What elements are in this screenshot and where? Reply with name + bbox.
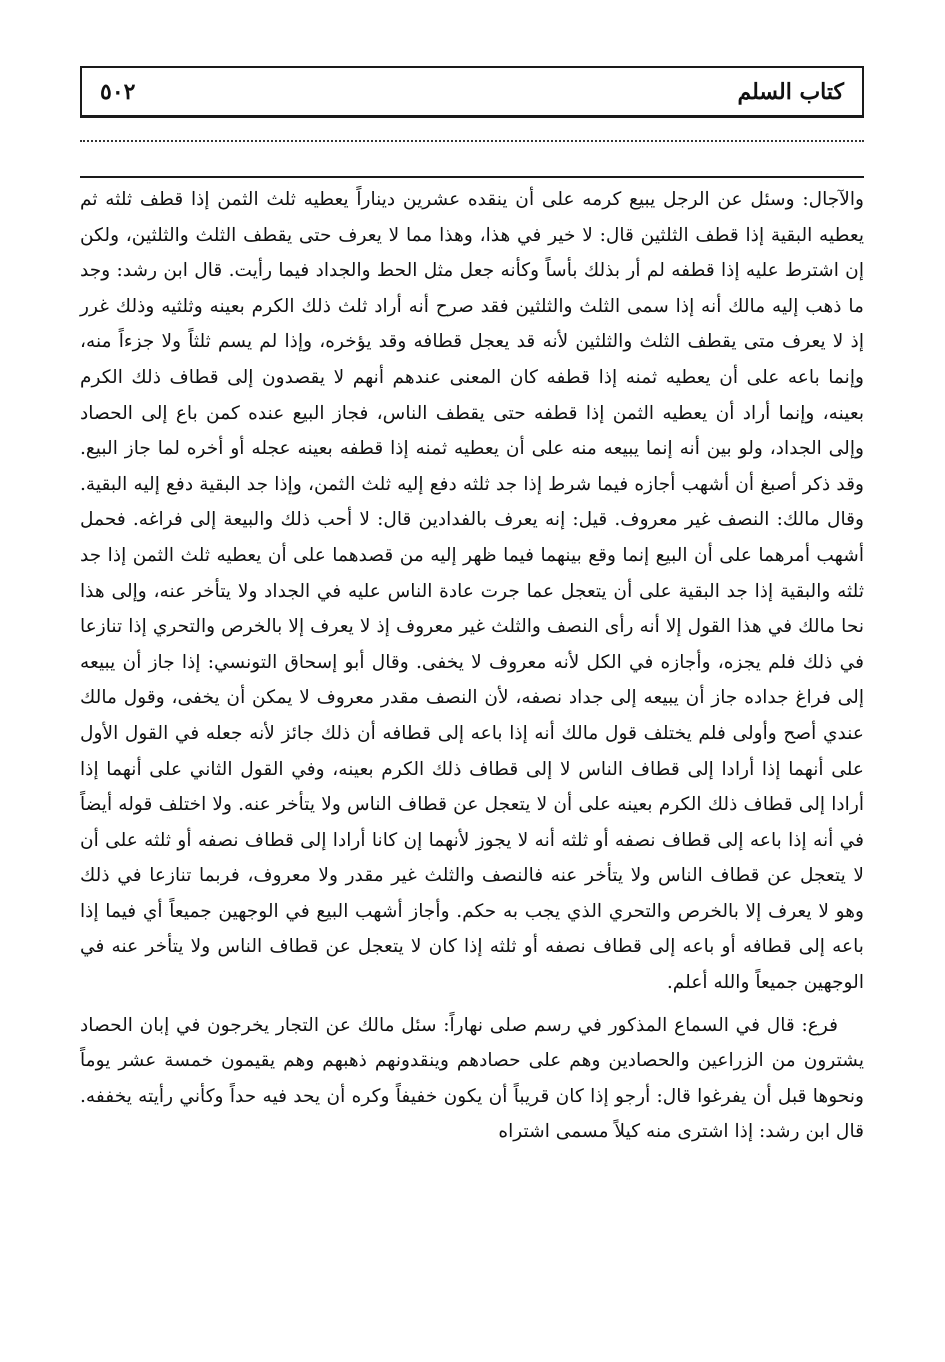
page-number: ٥٠٢ [100, 78, 136, 105]
chapter-title: كتاب السلم [737, 78, 844, 105]
header-rule [80, 176, 864, 178]
paragraph-far: فرع: قال في السماع المذكور في رسم صلى نهاراً: سئل مالك عن التجار يخرجون في إبان الحصاد يشترون من الزراعين والحصادين وهم على حصادهم وينقدونهم ذهبهم وهم يقيمون خمسة عشر يوماً ونحوها قبل أن يفرغوا قال: أرجو إذا كان قريباً أن يكون خفيفاً وكره أن يحد فيه حداً وكأني رأيته يخففه. قال ابن رشد: إذا اشترى منه كيلاً مسمى اشتراه [80, 1014, 864, 1143]
dotted-separator [80, 140, 864, 148]
body-text [80, 182, 864, 1150]
paragraph-main: والآجال: وسئل عن الرجل يبيع كرمه على أن ينقده عشرين ديناراً يعطيه ثلث الثمن إذا قطف ثلثه ثم يعطيه البقية إذا قطف الثلثين قال: لا خير في هذا، وهذا مما لا يعرف حتى يقطف الثلث والثلثين، ولكن إن اشترط عليه إذا قطفه لم أر بذلك بأساً وكأنه جعل مثل الحط والجداد فيما رأيت. قال ابن رشد: وجد ما ذهب إليه مالك أنه إذا سمى الثلث والثلثين فقد صرح أنه أراد ثلث ذلك الكرم بعينه وثلثيه وذلك غرر إذ لا يعرف متى يقطف الثلث والثلثين لأنه قد يعجل قطافه وقد يؤخره، وإذا لم يسم ثلثاً ولا جزءاً منه، وإنما باعه على أن يعطيه ثمنه إذا قطفه كان المعنى عندهم أنهم لا يقصدون إلى قطاف ذلك الكرم بعينه، وإنما أراد أن يعطيه الثمن إذا قطفه حتى يقطف الناس، فجاز البيع عنده كمن باع إلى الحصاد وإلى الجداد، ولو بين أنه إنما يبيعه منه على أن يعطيه ثمنه إذا قطفه بعينه عجله أو أخره لما جاز البيع. وقد ذكر أصبغ أن أشهب أجازه فيما شرط إذا جد ثلثه دفع إليه ثلث الثمن، وإذا جد البقية دفع إليه البقية. وقال مالك: النصف غير معروف. قيل: إنه يعرف بالفدادين قال: لا أحب ذلك والبيعة إلى فراغه. فحمل أشهب أمرهما على أن البيع إنما وقع بينهما فيما ظهر إليه من قصدهما على أن يعطيه ثلث الثمن إذا جد ثلثه والبقية إذا جد البقية على أن يتعجل عما جرت عادة الناس عليه في الجداد ولا يتأخر عنه، وإلى هذا نحا مالك في هذا القول إلا أنه رأى النصف والثلث غير معروف إذ لا يعرف إلا بالخرص والتحري إذا تنازعا في ذلك فلم يجزه، وأجازه في الكل لأنه معروف لا يخفى. وقال أبو إسحاق التونسي: إذا جاز أن يبيعه إلى فراغ جداده جاز أن يبيعه إلى جداد نصفه، لأن النصف مقدر معروف لا يمكن أن يخفى، وقول مالك عندي أصح وأولى فلم يختلف قول مالك أنه إذا باعه إلى قطافه أن ذلك جائز لأنه جعله في القول الأول على أنهما إذا أرادا إلى قطاف الناس لا إلى قطاف ذلك الكرم بعينه، وفي القول الثاني على أنهما إذا أرادا إلى قطاف ذلك الكرم بعينه على أن لا يتعجل عن قطاف الناس ولا يتأخر عنه. ولا اختلف قوله أيضاً في أنه إذا باعه إلى قطاف نصفه أو ثلثه أنه لا يجوز لأنهما إن كانا أرادا إلى قطاف نصفه أو ثلثه على أن لا يتعجل عن قطاف الناس ولا يتأخر عنه فالنصف والثلث غير مقدر ولا معروف، فربما تنازعا في ذلك وهو لا يعرف إلا بالخرص والتحري الذي يجب به حكم. وأجاز أشهب البيع في الوجهين جميعاً أي فيما إذا باعه إلى قطافه أو باعه إلى قطاف نصفه أو ثلثه إذا كان لا يتعجل عن قطاف الناس ولا يتأخر عنه في الوجهين جميعاً والله أعلم. [80, 189, 864, 994]
page-header [80, 66, 864, 118]
